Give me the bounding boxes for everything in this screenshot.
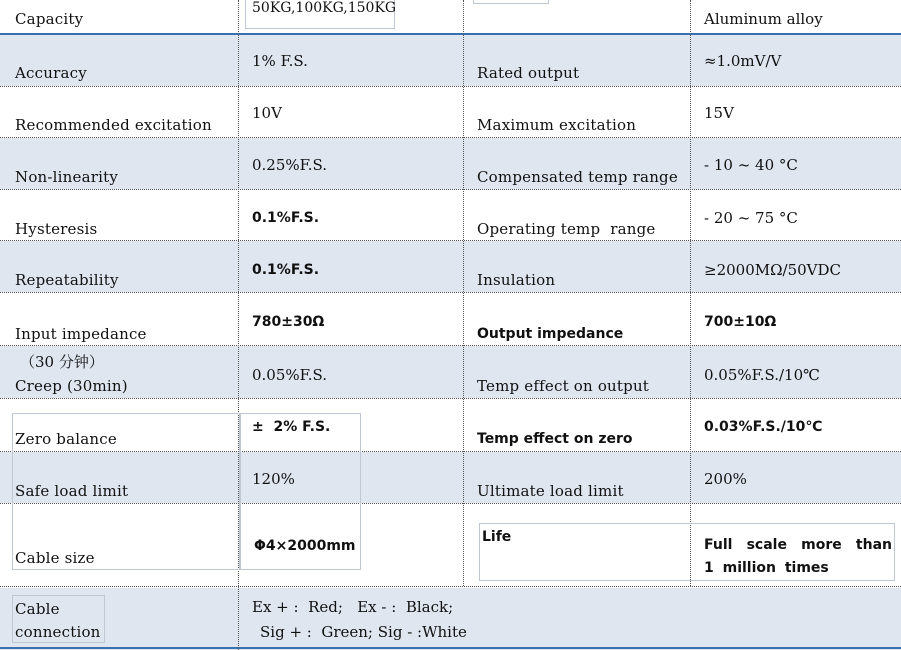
spec-label-insulation: Insulation xyxy=(477,271,556,289)
spec-value-creep: 0.05%F.S. xyxy=(252,366,327,384)
spec-label-repeatability: Repeatability xyxy=(15,271,119,289)
spec-label-creep-note: （30 分钟） xyxy=(20,353,104,371)
column-divider xyxy=(463,0,464,586)
spec-label-temp-effect-output: Temp effect on output xyxy=(477,377,650,395)
spec-value-operating-temp-range: - 20 ~ 75 °C xyxy=(704,209,798,227)
spec-label-capacity: Capacity xyxy=(15,10,84,28)
spec-value-safe-load-limit: 120% xyxy=(252,470,295,488)
spec-label-cable-connection: Cable connection xyxy=(15,600,101,641)
spec-value-material: Aluminum alloy xyxy=(704,10,823,28)
spec-label-non-linearity: Non-linearity xyxy=(15,168,119,186)
spec-label-safe-load-limit: Safe load limit xyxy=(15,482,129,500)
spec-value-insulation: ≥2000MΩ/50VDC xyxy=(704,261,842,279)
spec-value-cable-connection-line2: Sig + : Green; Sig - :White xyxy=(260,623,467,641)
top-rule xyxy=(0,33,901,35)
spec-value-compensated-temp-range: - 10 ~ 40 °C xyxy=(704,156,798,174)
row-divider xyxy=(0,345,901,346)
spec-label-input-impedance: Input impedance xyxy=(15,325,147,343)
row-divider xyxy=(0,86,901,87)
spec-value-recommended-excitation: 10V xyxy=(252,104,282,122)
spec-label-hysteresis: Hysteresis xyxy=(15,220,98,238)
row-divider xyxy=(0,240,901,241)
column-divider xyxy=(690,0,691,586)
spec-label-operating-temp-range: Operating temp range xyxy=(477,220,656,238)
row-divider xyxy=(0,586,901,587)
spec-label-recommended-excitation: Recommended excitation xyxy=(15,116,212,134)
row-divider xyxy=(0,398,901,399)
row-divider xyxy=(0,189,901,190)
spec-label-temp-effect-zero: Temp effect on zero xyxy=(477,431,633,447)
spec-value-capacity: 50KG,100KG,150KG xyxy=(252,0,397,16)
spec-label-output-impedance: Output impedance xyxy=(477,326,624,342)
row-divider xyxy=(0,292,901,293)
spec-value-accuracy: 1% F.S. xyxy=(252,52,308,70)
spec-label-ultimate-load-limit: Ultimate load limit xyxy=(477,482,624,500)
spec-label-creep: Creep (30min) xyxy=(15,377,128,395)
textbox-outline xyxy=(473,0,549,4)
spec-value-maximum-excitation: 15V xyxy=(704,104,734,122)
spec-value-zero-balance: ± 2% F.S. xyxy=(252,419,331,435)
spec-label-cable-size: Cable size xyxy=(15,549,95,567)
bottom-rule xyxy=(0,647,901,649)
spec-value-ultimate-load-limit: 200% xyxy=(704,470,747,488)
spec-value-cable-size: Φ4×2000mm xyxy=(254,538,356,554)
spec-value-hysteresis: 0.1%F.S. xyxy=(252,210,320,226)
spec-value-life: Full scale more than 1 million times xyxy=(704,537,892,576)
spec-value-temp-effect-output: 0.05%F.S./10℃ xyxy=(704,366,820,384)
row-divider xyxy=(0,137,901,138)
spec-label-rated-output: Rated output xyxy=(477,64,580,82)
spec-label-compensated-temp-range: Compensated temp range xyxy=(477,168,678,186)
spec-value-rated-output: ≈1.0mV/V xyxy=(704,52,782,70)
spec-value-non-linearity: 0.25%F.S. xyxy=(252,156,327,174)
spec-value-cable-connection-line1: Ex + : Red; Ex - : Black; xyxy=(252,598,454,616)
spec-value-output-impedance: 700±10Ω xyxy=(704,314,777,330)
spec-value-temp-effect-zero: 0.03%F.S./10℃ xyxy=(704,419,823,435)
spec-value-repeatability: 0.1%F.S. xyxy=(252,262,320,278)
spec-label-accuracy: Accuracy xyxy=(15,64,87,82)
spec-label-maximum-excitation: Maximum excitation xyxy=(477,116,637,134)
spec-label-zero-balance: Zero balance xyxy=(15,430,117,448)
spec-label-life: Life xyxy=(482,529,512,545)
spec-value-input-impedance: 780±30Ω xyxy=(252,314,325,330)
